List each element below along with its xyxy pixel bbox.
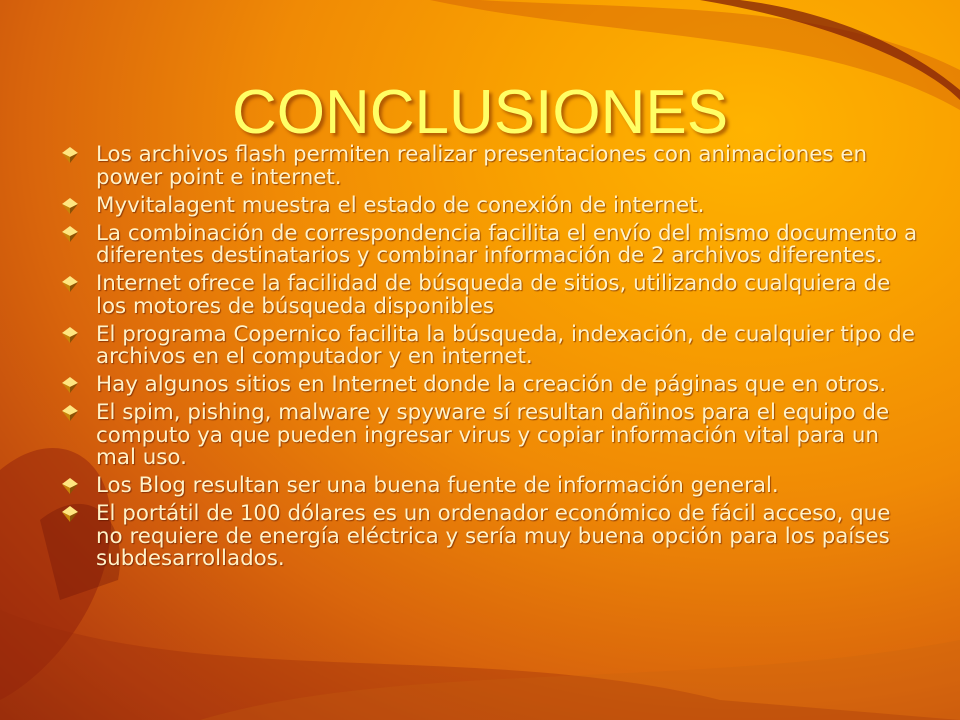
bullet-text: Los Blog resultan ser una buena fuente de información general. [96,473,779,498]
bullet-list [62,144,922,576]
bullet-text: Hay algunos sitios en Internet donde la creación de páginas que en otros. [96,372,887,397]
bullet-text: La combinación de correspondencia facilita el envío del mismo documento a diferentes destinatarios y combinar información de 2 archivos diferentes. [96,220,918,268]
gold-diamond-bullet-icon [62,198,78,214]
list-item [62,273,922,318]
bullet-text: Myvitalagent muestra el estado de conexión de internet. [96,192,705,218]
list-item [62,220,922,268]
list-item [62,475,922,498]
list-item [62,503,922,571]
bullet-text: El spim, pishing, malware y spyware sí resultan dañinos para el equipo de computo ya que pueden ingresar virus y copiar información vital para un mal uso. [96,400,890,470]
bullet-text: El programa Copernico facilita la búsqueda, indexación, de cualquier tipo de archivos en el computador y en internet. [96,321,915,369]
gold-diamond-bullet-icon [62,405,78,421]
slide-title: CONCLUSIONES [231,78,729,147]
bullet-text: El portátil de 100 dólares es un ordenador económico de fácil acceso, que no requiere de energía eléctrica y sería muy buena opción para los países subdesarrollados. [96,501,891,571]
gold-diamond-bullet-icon [62,327,78,343]
gold-diamond-bullet-icon [62,377,78,393]
list-item [62,321,922,369]
gold-diamond-bullet-icon [62,478,78,494]
list-item [62,192,922,218]
bullet-text: Internet ofrece la facilidad de búsqueda de sitios, utilizando cualquiera de los motores de búsqueda disponibles [96,271,891,319]
gold-diamond-bullet-icon [62,276,78,292]
list-item [62,374,922,397]
gold-diamond-bullet-icon [62,506,78,522]
bullet-text: Los archivos flash permiten realizar presentaciones con animaciones en power point e internet. [96,142,868,190]
gold-diamond-bullet-icon [62,147,78,163]
list-item [62,144,922,189]
gold-diamond-bullet-icon [62,226,78,242]
list-item [62,402,922,470]
